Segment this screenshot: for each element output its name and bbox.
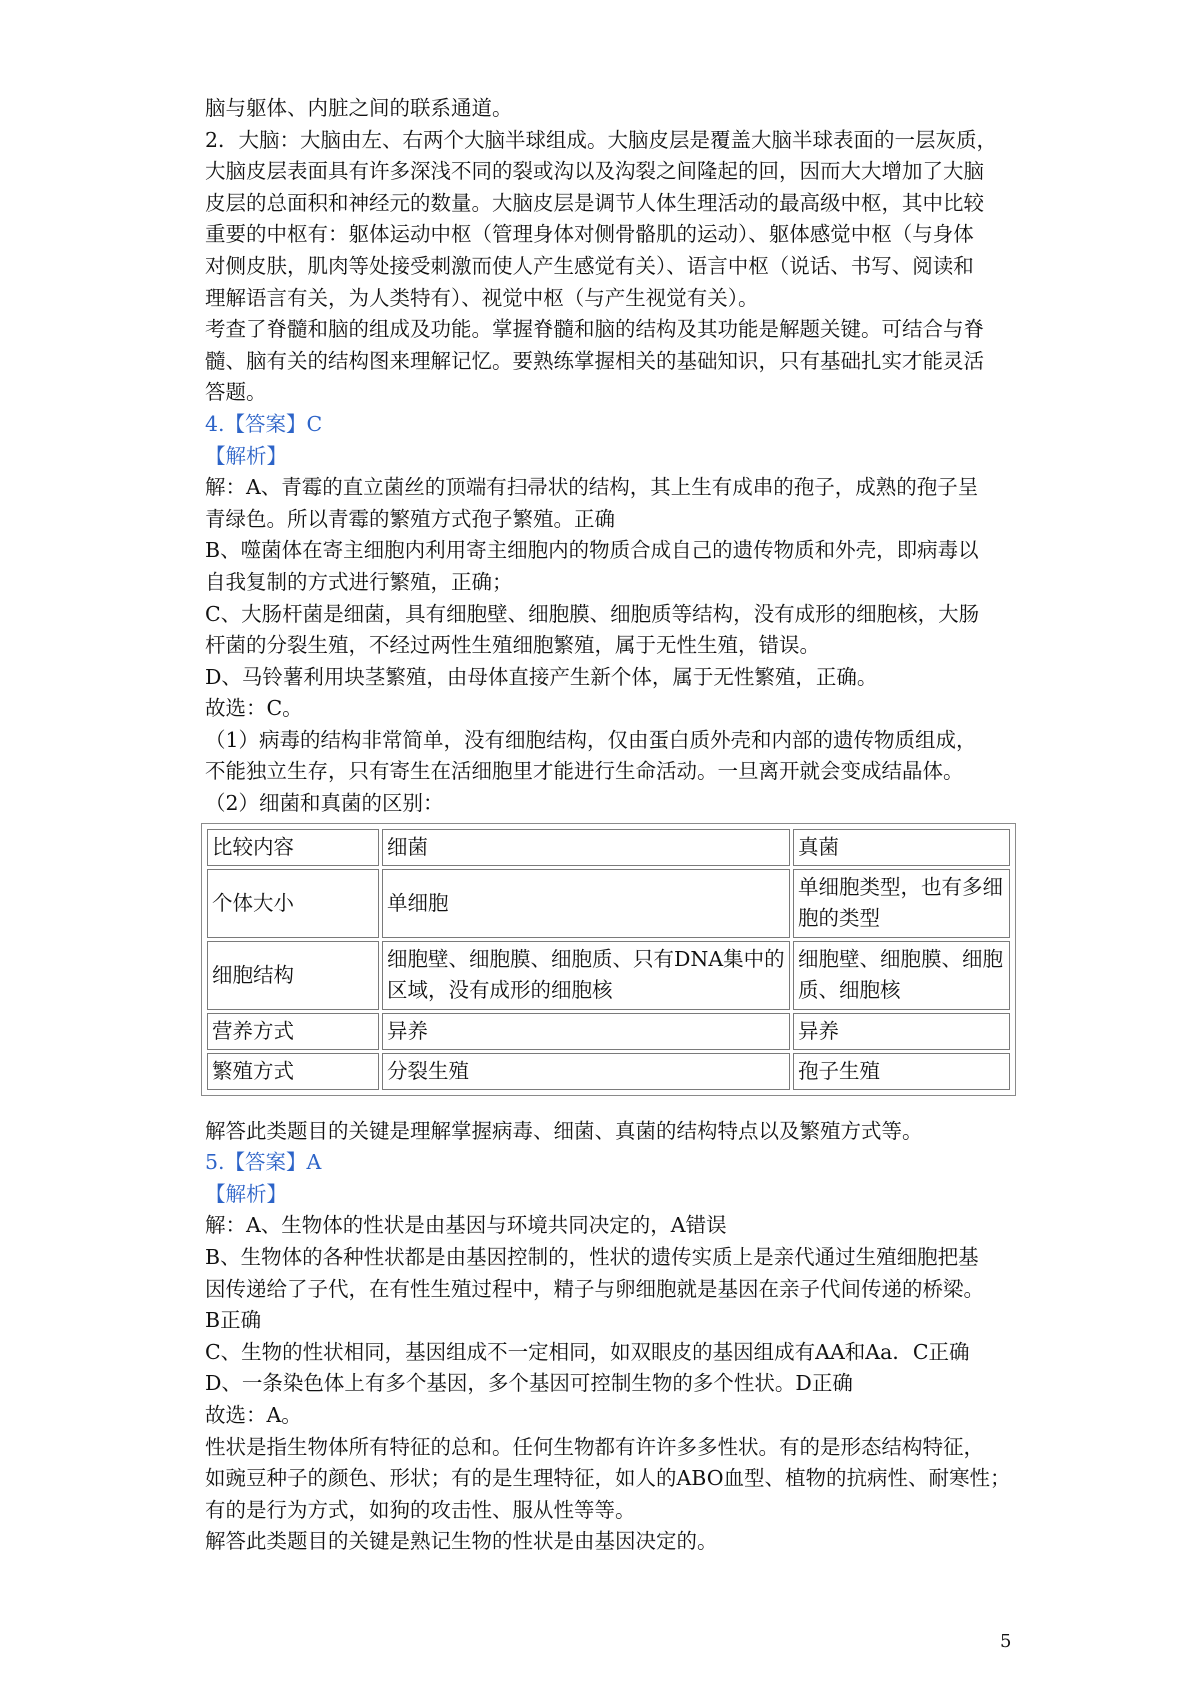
text-line: 自我复制的方式进行繁殖，正确； — [205, 569, 513, 594]
text-line: 2．大脑：大脑由左、右两个大脑半球组成。大脑皮层是覆盖大脑半球表面的一层灰质， — [205, 127, 998, 152]
table-cell: 细胞结构 — [207, 941, 379, 1010]
text-line: 故选：C。 — [205, 696, 303, 721]
text-line: 对侧皮肤，肌肉等处接受刺激而使人产生感觉有关）、语言中枢（说话、书写、阅读和 — [205, 253, 974, 278]
text-line: （2）细菌和真菌的区别： — [205, 791, 444, 816]
text-line: 【解析】 — [205, 443, 287, 468]
text-line: 因传递给了子代，在有性生殖过程中，精子与卵细胞就是基因在亲子代间传递的桥梁。 — [205, 1276, 984, 1301]
text-line: 理解语言有关，为人类特有）、视觉中枢（与产生视觉有关）。 — [205, 285, 759, 310]
table-cell: 异养 — [382, 1013, 790, 1050]
text-line: 大脑皮层表面具有许多深浅不同的裂或沟以及沟裂之间隆起的回，因而大大增加了大脑 — [205, 159, 984, 184]
spacer — [205, 1096, 1015, 1116]
table-row — [207, 1013, 1010, 1050]
table-cell: 个体大小 — [207, 869, 379, 938]
text-line: 4.【答案】C — [205, 411, 323, 436]
text-line: 脑与躯体、内脏之间的联系通道。 — [205, 96, 513, 120]
table-cell: 比较内容 — [207, 829, 379, 866]
text-line: 解：A、青霉的直立菌丝的顶端有扫帚状的结构，其上生有成串的孢子，成熟的孢子呈 — [205, 475, 979, 500]
table-cell: 繁殖方式 — [207, 1053, 379, 1090]
text-line: 如豌豆种子的颜色、形状；有的是生理特征，如人的ABO血型、植物的抗病性、耐寒性； — [205, 1466, 1011, 1491]
text-line: B、噬菌体在寄主细胞内利用寄主细胞内的物质合成自己的遗传物质和外壳，即病毒以 — [205, 538, 979, 563]
text-line: 解：A、生物体的性状是由基因与环境共同决定的，A错误 — [205, 1213, 727, 1238]
text-line: 重要的中枢有：躯体运动中枢（管理身体对侧骨骼肌的运动）、躯体感觉中枢（与身体 — [205, 222, 974, 247]
table-cell: 细菌 — [382, 829, 790, 866]
text-line: 皮层的总面积和神经元的数量。大脑皮层是调节人体生理活动的最高级中枢，其中比较 — [205, 190, 984, 215]
text-line: 性状是指生物体所有特征的总和。任何生物都有许许多多性状。有的是形态结构特征， — [205, 1434, 984, 1459]
text-line: 髓、脑有关的结构图来理解记忆。要熟练掌握相关的基础知识，只有基础扎实才能灵活 — [205, 348, 984, 373]
text-line: 解答此类题目的关键是理解掌握病毒、细菌、真菌的结构特点以及繁殖方式等。 — [205, 1118, 923, 1143]
text-line: 有的是行为方式，如狗的攻击性、服从性等等。 — [205, 1497, 636, 1522]
table-cell: 分裂生殖 — [382, 1053, 790, 1090]
table-row — [207, 869, 1010, 938]
table-row — [207, 941, 1010, 1010]
text-block-top — [205, 93, 1015, 820]
text-line: D、一条染色体上有多个基因，多个基因可控制生物的多个性状。D正确 — [205, 1371, 853, 1396]
text-line: 不能独立生存，只有寄生在活细胞里才能进行生命活动。一旦离开就会变成结晶体。 — [205, 759, 964, 784]
table-cell: 单细胞类型，也有多细胞的类型 — [793, 869, 1010, 938]
bacteria-fungi-comparison-table — [204, 826, 1013, 1093]
table-cell: 营养方式 — [207, 1013, 379, 1050]
text-line: 故选：A。 — [205, 1403, 302, 1427]
table-cell: 细胞壁、细胞膜、细胞质、只有DNA集中的区域，没有成形的细胞核 — [382, 941, 790, 1010]
table-cell: 异养 — [793, 1013, 1010, 1050]
table-cell: 细胞壁、细胞膜、细胞质、细胞核 — [793, 941, 1010, 1010]
text-line: B、生物体的各种性状都是由基因控制的，性状的遗传实质上是亲代通过生殖细胞把基 — [205, 1245, 979, 1270]
text-line: 解答此类题目的关键是熟记生物的性状是由基因决定的。 — [205, 1529, 718, 1554]
table-cell: 真菌 — [793, 829, 1010, 866]
table-cell: 孢子生殖 — [793, 1053, 1010, 1090]
text-line: （1）病毒的结构非常简单，没有细胞结构，仅由蛋白质外壳和内部的遗传物质组成， — [205, 727, 977, 752]
text-line: 【解析】 — [205, 1181, 287, 1206]
page-content — [205, 93, 1015, 1558]
text-line: C、生物的性状相同，基因组成不一定相同，如双眼皮的基因组成有AA和Aa．C正确 — [205, 1339, 970, 1364]
table-row — [207, 1053, 1010, 1090]
text-line: 5.【答案】A — [205, 1150, 322, 1175]
comparison-table-frame — [201, 823, 1016, 1096]
text-line: B正确 — [205, 1308, 262, 1333]
text-line: 杆菌的分裂生殖，不经过两性生殖细胞繁殖，属于无性生殖，错误。 — [205, 633, 820, 658]
text-line: 考查了脊髓和脑的组成及功能。掌握脊髓和脑的结构及其功能是解题关键。可结合与脊 — [205, 317, 984, 342]
text-line: 青绿色。所以青霉的繁殖方式孢子繁殖。正确 — [205, 506, 615, 531]
text-block-bottom — [205, 1116, 1015, 1558]
text-line: 答题。 — [205, 380, 267, 405]
page-number: 5 — [1000, 1631, 1012, 1652]
text-line: C、大肠杆菌是细菌，具有细胞壁、细胞膜、细胞质等结构，没有成形的细胞核，大肠 — [205, 601, 980, 626]
text-line: D、马铃薯利用块茎繁殖，由母体直接产生新个体，属于无性繁殖，正确。 — [205, 664, 878, 689]
table-row — [207, 829, 1010, 866]
table-cell: 单细胞 — [382, 869, 790, 938]
